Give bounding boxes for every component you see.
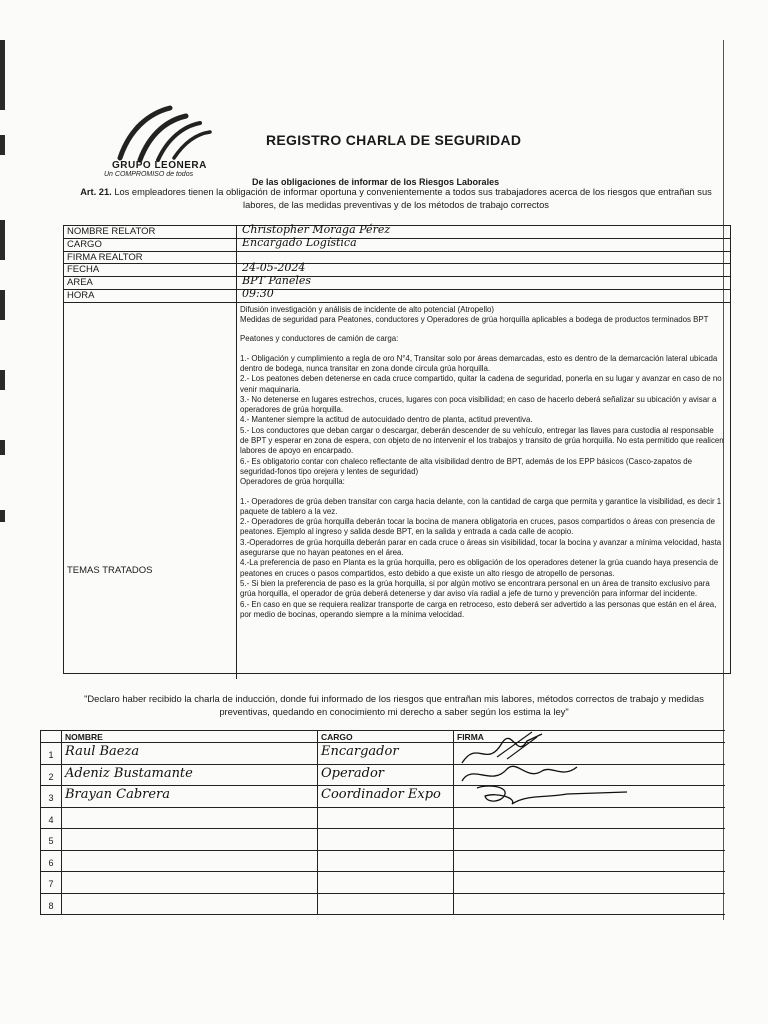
info-row xyxy=(64,235,730,252)
firma-relator-label: FIRMA REALTOR xyxy=(67,251,143,263)
hora-label: HORA xyxy=(67,289,95,301)
relator-label: NOMBRE RELATOR xyxy=(67,226,156,237)
signature-row xyxy=(41,872,725,894)
declaration-text: "Declaro haber recibido la charla de inducción, donde fui informado de los riesgos que entrañan mis labores, métodos correctos de trabajo y medidas preventivas, quedando en conocimiento mi derecho a saber según los estima la ley" xyxy=(84,693,704,717)
article-text: Los empleadores tienen la obligación de informar oportuna y convenientemente a todos sus trabajadores acerca de los riesgos que entrañan sus labores, de las medidas preventivas y de los métodos de trabajo correctos xyxy=(114,187,712,210)
info-row xyxy=(64,286,730,303)
temas-line: Peatones y conductores de camión de carga: xyxy=(240,334,399,344)
hora-value: 09:30 xyxy=(242,286,274,300)
info-row xyxy=(64,261,730,277)
row-number: 7 xyxy=(41,872,62,893)
temas-row xyxy=(64,303,730,673)
header-cargo: CARGO xyxy=(321,732,353,742)
temas-line: 3.- No detenerse en lugares estrechos, cruces, lugares con poca visibilidad; en caso de hacerlo deberá señalizar su ubicación y avisar a operadores de grúa horquilla. xyxy=(240,394,717,415)
signature-scribble-icon xyxy=(457,782,637,810)
area-label: AREA xyxy=(67,277,93,289)
signature-row xyxy=(41,851,725,873)
logo-tagline: Un COMPROMISO de todos xyxy=(104,171,194,178)
temas-content xyxy=(240,305,724,620)
temas-label: TEMAS TRATADOS xyxy=(67,564,153,576)
temas-line: 4.-La preferencia de paso en Planta es la grúa horquilla, pero es obligación de los operadores detener la grúa cuando haya presencia de peatones en cruces o pasos compartidos, esto debido a que existe un alto riesgo de atropello de personas. xyxy=(240,558,719,578)
cargo-label: CARGO xyxy=(67,238,102,250)
temas-line: 1.- Operadores de grúa deben transitar con carga hacia delante, con la cantidad de carga que permita y garantice la visibilidad, es decir 1 paquete de tablero a la vez. xyxy=(240,496,722,516)
cargo-value: Encargado Logística xyxy=(242,235,357,249)
row-number: 6 xyxy=(41,851,62,872)
signature-row xyxy=(41,808,725,830)
signature-row xyxy=(41,829,725,851)
info-row xyxy=(64,274,730,290)
area-value: BPT Paneles xyxy=(242,274,312,288)
fecha-value: 24-05-2024 xyxy=(242,261,306,275)
attendee-cargo: Coordinador Expo xyxy=(321,787,441,802)
temas-line: 6.- Es obligatorio contar con chaleco reflectante de alta visibilidad dentro de BPT, además de los EPP básicos (Casco-zapatos de seguridad-fonos tipo orejera y lentes de seguridad) xyxy=(240,456,693,476)
relator-value: Christopher Moraga Pérez xyxy=(242,223,391,236)
article-paragraph xyxy=(66,186,726,212)
temas-line: Difusión investigación y análisis de incidente de alto potencial (Atropello) xyxy=(240,304,494,314)
info-row xyxy=(64,223,730,239)
signatures-table xyxy=(40,730,725,915)
attendee-name: Adeniz Bustamante xyxy=(65,765,193,781)
temas-line: 1.- Obligación y cumplimiento a regla de oro N°4, Transitar solo por áreas demarcadas, esto es dentro de la demarcación lateral ubicada dentro de bodega, nunca transitar en zona donde circula grúa horquilla. xyxy=(240,353,718,373)
row-number: 8 xyxy=(41,894,62,915)
fecha-label: FECHA xyxy=(67,264,100,276)
row-number: 1 xyxy=(41,743,62,764)
header-name: NOMBRE xyxy=(65,732,103,742)
row-number: 3 xyxy=(41,786,62,807)
signature-row xyxy=(41,743,725,765)
attendee-cargo: Encargador xyxy=(321,744,399,759)
temas-line: 2.- Los peatones deben detenerse en cada cruce compartido, quitar la cadena de seguridad, ponerla en su lugar y avanzar en caso de no venir maquinaria. xyxy=(240,374,722,394)
info-table xyxy=(63,225,731,674)
temas-line: 4.- Mantener siempre la actitud de autocuidado dentro de planta, actitud preventiva. xyxy=(240,415,533,425)
signature-row xyxy=(41,786,725,808)
attendee-name: Raul Baeza xyxy=(65,744,140,759)
document-subtitle: De las obligaciones de informar de los Riesgos Laborales xyxy=(252,177,500,187)
temas-line: 3.-Operadorres de grúa horquilla deberán parar en cada cruce o áreas sin visibilidad, tocar la bocina y avanzar a mínima velocidad, hasta asegurarse que no hayan peatones en el área. xyxy=(240,537,722,558)
article-label: Art. 21. xyxy=(80,187,112,197)
document-title: REGISTRO CHARLA DE SEGURIDAD xyxy=(266,132,522,148)
signature-row xyxy=(41,894,725,915)
signatures-header xyxy=(41,731,725,743)
scan-edge-marks xyxy=(0,40,6,940)
temas-line: 6.- En caso en que se requiera realizar transporte de carga en retroceso, esto deberá ser advertido a las personas que están en el área, por medio de bocinas, operando siempre a la mínima velocidad. xyxy=(240,599,717,619)
temas-line: 5.- Si bien la preferencia de paso es la grúa horquilla, si por algún motivo se encontrara personal en un área de transito exclusivo para grúa horquilla, el operador de grúa deberá detenerse y dar aviso vía radial a jefe de turno y prevención para informar del incidente. xyxy=(240,578,710,599)
temas-line: 2.- Operadores de grúa horquilla deberán tocar la bocina de manera obligatoria en cruces, pasos compartidos o áreas con presencia de peatones. Ejemplo al ingreso y salida desde BPT, en la salida y entrada a cada calle de acopio. xyxy=(240,517,716,537)
row-number: 2 xyxy=(41,765,62,786)
row-number: 5 xyxy=(41,829,62,850)
temas-line: 5.- Los conductores que deban cargar o descargar, deberán descender de su vehículo, entregar las llaves para custodia al responsable de BPT y esperar en zona de espera, con objeto de no intervenir el los trabajos y transito de grúa horquilla. No esta permitido que realicen labores de apoyo en encarpado. xyxy=(240,425,724,456)
row-number: 4 xyxy=(41,808,62,829)
header-firma: FIRMA xyxy=(457,732,484,742)
info-row xyxy=(64,252,730,265)
temas-line: Medidas de seguridad para Peatones, conductores y Operadores de grúa horquilla aplicables a bodega de productos terminados BPT xyxy=(240,315,709,325)
attendee-cargo: Operador xyxy=(321,765,385,781)
logo-name: GRUPO LEONERA xyxy=(112,160,207,171)
temas-line: Operadores de grúa horquilla: xyxy=(240,477,345,487)
attendee-name: Brayan Cabrera xyxy=(65,787,171,802)
